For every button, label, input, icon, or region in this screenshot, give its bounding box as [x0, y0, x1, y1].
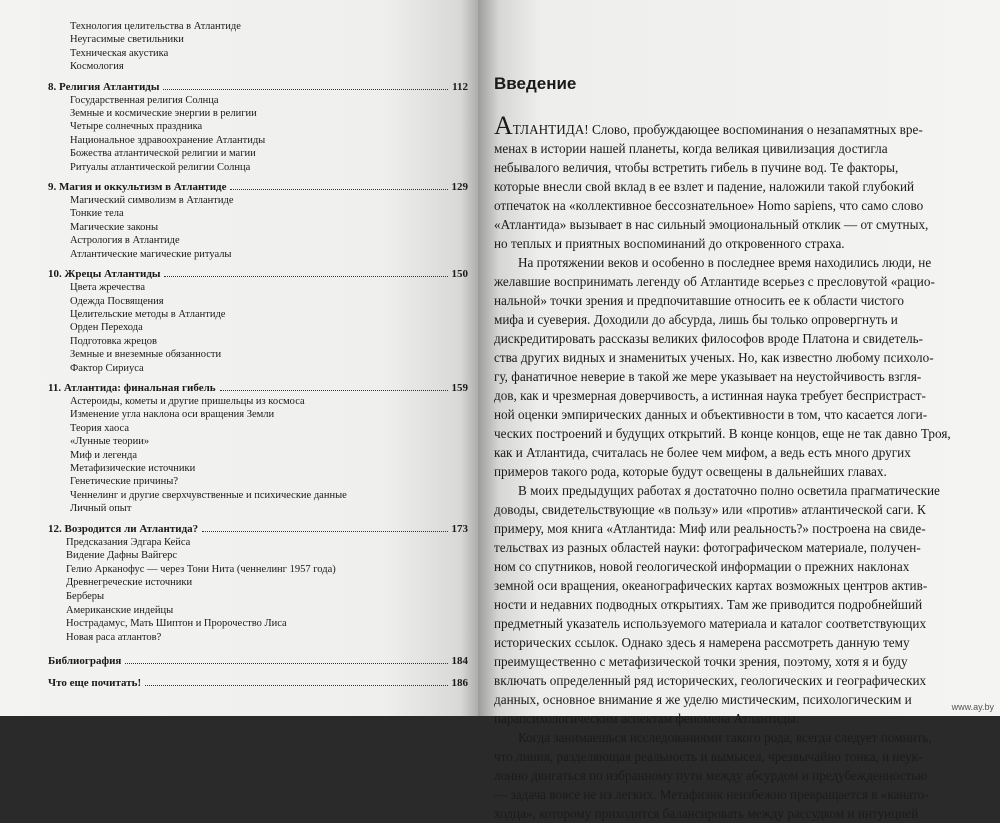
dot-leader — [145, 684, 447, 686]
text-line: «Атлантида» вызывает в нас сильный эмоциональный отклик — от смутных, — [494, 217, 929, 232]
text-line: примеру, моя книга «Атлантида: Миф или реальность?» построена на свиде- — [494, 521, 926, 536]
dot-leader — [164, 275, 447, 277]
toc-subsection: Земные и внеземные обязанности — [70, 349, 222, 361]
toc-subsection: Теория хаоса — [70, 422, 129, 434]
text-line: мифа и суеверия. Доходили до абсурда, лишь бы только опровергнуть и — [494, 312, 898, 327]
toc-chapter — [48, 180, 468, 194]
right-page-introduction — [478, 0, 1000, 821]
text-line: тельствах из разных областей науки: фотографическом материале, получен- — [494, 540, 921, 555]
toc-subsection: Неугасимые светильники — [70, 34, 184, 46]
text-line: что линия, разделяющая реальность и вымысел, чрезвычайно тонка, и неук- — [494, 749, 923, 764]
text-line: На протяжении веков и особенно в последнее время находились люди, не — [518, 255, 932, 270]
text-line: ном со спутников, новой геологической информации о прежних наклонах — [494, 559, 910, 574]
toc-subsection: Божества атлантической религии и магии — [70, 148, 256, 160]
toc-subsection: Фактор Сириуса — [70, 362, 144, 374]
toc-subsection: Миф и легенда — [70, 449, 137, 461]
text-line: примеров такого рода, которые будут освещены в дальнейших главах. — [494, 464, 887, 479]
toc-subsection: Ченнелинг и другие сверхчувственные и психические данные — [70, 489, 347, 501]
text-line: отпечаток на «коллективное бессознательное» Homo sapiens, что само слово — [494, 198, 924, 213]
chapter-title: 11. Атлантида: финальная гибель — [48, 381, 216, 394]
toc-subsection: Одежда Посвящения — [70, 295, 164, 307]
text-line: парапсихологическим аспектам феномена Атлантиды. — [494, 711, 800, 726]
text-line: дов, как и чрезмерная доверчивость, а истинная наука требует беспристраст- — [494, 388, 926, 403]
toc-subsection: Подготовка жрецов — [70, 335, 157, 347]
introduction-text — [494, 111, 982, 823]
chapter-page-number: 184 — [451, 655, 468, 668]
toc-subsection: Берберы — [66, 590, 105, 602]
text-line: желавшие воспринимать легенду об Атлантиде всерьез с пресловутой «рацио- — [494, 274, 935, 289]
text-line: В моих предыдущих работах я достаточно полно осветила прагматические — [518, 483, 940, 498]
chapter-page-number: 150 — [451, 268, 468, 281]
toc-subsection: Четыре солнечных праздника — [70, 121, 203, 133]
text-line: но теплых и приятных воспоминаний до откровенного страха. — [494, 236, 845, 251]
text-line: доводы, свидетельствующие «в пользу» или «против» атлантической саги. К — [494, 502, 926, 517]
text-line: которые внесли свой вклад в ее взлет и падение, наложили такой глубокий — [494, 179, 915, 194]
page-title: Введение — [494, 74, 577, 93]
dot-leader — [220, 389, 448, 391]
chapter-page-number: 173 — [451, 522, 468, 535]
toc-subsection: Орден Перехода — [70, 322, 143, 334]
toc-subsection: «Лунные теории» — [70, 436, 150, 448]
chapter-title: 9. Магия и оккультизм в Атлантиде — [48, 181, 227, 194]
text-line: ности и недавних подводных открытиях. Там же приводится подробнейший — [494, 597, 923, 612]
text-line: лонно двигаться по избранному пути между абсурдом и предубежденностью — [494, 768, 928, 783]
toc-subsection: Астрология в Атлантиде — [70, 235, 180, 247]
toc-subsection: Ритуалы атлантической религии Солнца — [70, 161, 251, 173]
toc-subsection: Государственная религия Солнца — [70, 94, 219, 106]
text-line: Когда занимаешься исследованиями такого рода, всегда следует помнить, — [518, 730, 932, 745]
text-line: земной оси вращения, океанографических картах возможных центров актив- — [494, 578, 928, 593]
text-line: данных, основное внимание я же уделю мистическим, психологическим и — [494, 692, 912, 707]
text-line: ческих построений и будущих открытий. В конце концов, еще не так давно Троя, — [494, 426, 951, 441]
toc-subsection: Земные и космические энергии в религии — [70, 108, 257, 120]
chapter-page-number: 186 — [451, 677, 468, 690]
toc-subsection: Техническая акустика — [70, 47, 169, 59]
toc-subsection: Изменение угла наклона оси вращения Земли — [70, 409, 275, 421]
toc-further-reading — [48, 676, 468, 690]
text-line: ходца», которому приходится балансировать между рассудком и интуицией — [494, 806, 919, 821]
text-line: как и Атлантида, считалась не более чем мифом, а ведь есть много других — [494, 445, 911, 460]
text-line: небывалого величия, чтобы встретить гибель в пучине вод. Те факторы, — [494, 160, 899, 175]
chapter-title: 8. Религия Атлантиды — [48, 80, 160, 93]
toc-subsection: Личный опыт — [70, 503, 132, 515]
toc-subsection: Астероиды, кометы и другие пришельцы из космоса — [70, 395, 305, 407]
toc-subsection: Атлантические магические ритуалы — [70, 248, 232, 260]
toc-subsection: Нострадамус, Мать Шиптон и Пророчество Лиса — [66, 618, 287, 630]
toc-subsection: Целительские методы в Атлантиде — [70, 308, 226, 320]
table-of-contents — [48, 20, 468, 690]
dot-leader — [202, 530, 447, 532]
chapter-page-number: 159 — [451, 381, 468, 394]
toc-chapter — [48, 522, 468, 536]
toc-chapter — [48, 267, 468, 281]
text-line: гу, фанатичное неверие в такой же мере указывает на неустойчивость взгля- — [494, 369, 922, 384]
text-line: нальной» точки зрения и предпочитавшие относить ее к области чистого — [494, 293, 904, 308]
dot-leader — [125, 662, 447, 664]
toc-subsection: Видение Дафны Вайгерс — [66, 550, 178, 562]
toc-subsection: Национальное здравоохранение Атлантиды — [70, 134, 266, 146]
text-line: предметный указатель используемого материала и каталог соответствующих — [494, 616, 927, 631]
chapter-page-number: 129 — [451, 181, 468, 194]
text-line: менах в истории нашей планеты, когда великая цивилизация достигла — [494, 141, 888, 156]
left-page-contents — [0, 0, 480, 716]
toc-subsection: Цвета жречества — [70, 282, 145, 294]
text-line: включать определенный ряд исторических, геологических и географических — [494, 673, 927, 688]
toc-subsection: Метафизические источники — [70, 462, 196, 474]
toc-subsection: Генетические причины? — [70, 476, 179, 488]
chapter-title: Библиография — [48, 655, 122, 668]
toc-subsection: Гелио Арканофус — через Тони Нита (ченнелинг 1957 года) — [66, 563, 336, 575]
toc-chapter — [48, 381, 468, 395]
text-line: — задача вовсе не из легких. Метафизик неизбежно превращается в «канато- — [494, 787, 929, 802]
watermark: www.ay.by — [951, 702, 994, 712]
chapter-page-number: 112 — [452, 80, 468, 93]
toc-subsection: Новая раса атлантов? — [66, 631, 162, 643]
toc-subsection: Магический символизм в Атлантиде — [70, 195, 234, 207]
chapter-title: Что еще почитать! — [48, 677, 142, 690]
chapter-title: 10. Жрецы Атлантиды — [48, 268, 161, 281]
text-line: исторических ссылок. Однако здесь я намерена рассмотреть данную тему — [494, 635, 910, 650]
toc-bibliography — [48, 654, 468, 668]
text-line: преимущественно с метафизической точки зрения, поэтому, хотя я и буду — [494, 654, 908, 669]
text-line: АТЛАНТИДА! Слово, пробуждающее воспоминания о незапамятных вре- — [494, 111, 923, 140]
toc-subsection: Древнегреческие источники — [66, 577, 193, 589]
text-line: ной оценки эмпирических данных и объективности в том, что касается логи- — [494, 407, 928, 422]
toc-chapter — [48, 80, 468, 94]
toc-subsection: Магические законы — [70, 221, 159, 233]
toc-subsection: Тонкие тела — [70, 208, 124, 220]
text-line: дискредитировать рассказы великих философов вроде Платона и свидетель- — [494, 331, 924, 346]
toc-subsection: Предсказания Эдгара Кейса — [66, 536, 191, 548]
toc-subsection: Космология — [70, 61, 124, 73]
dot-leader — [230, 188, 447, 190]
dot-leader — [163, 88, 448, 90]
toc-subsection: Американские индейцы — [66, 604, 174, 616]
text-line: ства других видных и знаменитых ученых. Но, как известно любому психоло- — [494, 350, 934, 365]
chapter-title: 12. Возродится ли Атлантида? — [48, 522, 199, 535]
drop-cap: А — [494, 111, 513, 140]
toc-subsection: Технология целительства в Атлантиде — [70, 21, 241, 32]
toc-subsection-list — [48, 20, 468, 74]
